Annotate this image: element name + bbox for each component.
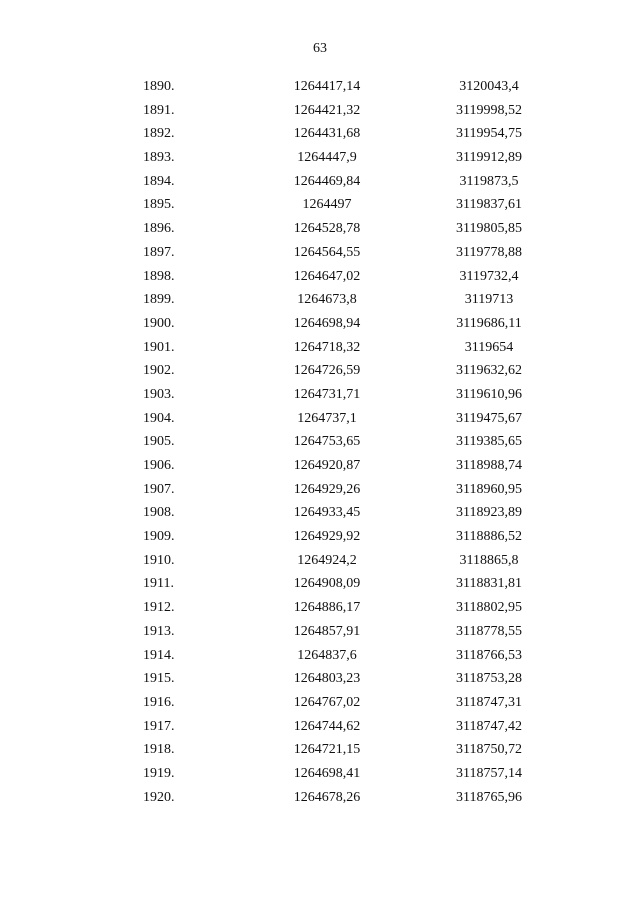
y-coordinate: 3119632,62 <box>456 363 522 379</box>
point-number: 1901. <box>143 339 175 355</box>
table-row <box>0 75 640 99</box>
y-coordinate: 3119912,89 <box>456 150 522 166</box>
x-coordinate: 1264886,17 <box>293 600 361 616</box>
y-coordinate: 3118778,55 <box>456 623 522 639</box>
point-number: 1916. <box>143 694 175 710</box>
table-row <box>0 454 640 478</box>
x-coordinate: 1264726,59 <box>293 363 361 379</box>
x-coordinate: 1264431,68 <box>293 126 361 142</box>
table-row <box>0 122 640 146</box>
table-row <box>0 265 640 289</box>
y-coordinate: 3119732,4 <box>459 268 519 284</box>
x-coordinate: 1264528,78 <box>293 221 361 237</box>
point-number: 1903. <box>143 386 175 402</box>
x-coordinate: 1264417,14 <box>293 79 361 94</box>
table-row <box>0 407 640 431</box>
table-row <box>0 478 640 502</box>
x-coordinate: 1264933,45 <box>293 505 361 521</box>
point-number: 1896. <box>143 221 175 237</box>
x-coordinate: 1264698,94 <box>293 315 361 331</box>
point-number: 1893. <box>143 150 175 166</box>
table-row <box>0 146 640 170</box>
point-number: 1915. <box>143 671 175 687</box>
y-coordinate: 3118831,81 <box>456 576 522 592</box>
x-coordinate: 1264837,6 <box>297 647 357 663</box>
y-coordinate: 3119385,65 <box>456 434 522 450</box>
point-number: 1897. <box>143 244 175 260</box>
y-coordinate: 3118960,95 <box>456 481 522 497</box>
x-coordinate: 1264753,65 <box>293 434 361 450</box>
x-coordinate: 1264447,9 <box>297 150 357 166</box>
y-coordinate: 3119610,96 <box>456 386 522 402</box>
table-row <box>0 667 640 691</box>
y-coordinate: 3118766,53 <box>456 647 522 663</box>
x-coordinate: 1264803,23 <box>293 671 361 687</box>
table-row <box>0 786 640 810</box>
y-coordinate: 3118765,96 <box>456 789 522 805</box>
coordinates-table <box>0 75 640 809</box>
table-row <box>0 430 640 454</box>
y-coordinate: 3118753,28 <box>456 671 522 687</box>
table-row <box>0 715 640 739</box>
x-coordinate: 1264678,26 <box>293 789 361 805</box>
point-number: 1910. <box>143 552 175 568</box>
table-row <box>0 288 640 312</box>
table-row <box>0 99 640 123</box>
x-coordinate: 1264647,02 <box>293 268 361 284</box>
point-number: 1913. <box>143 623 175 639</box>
table-row <box>0 383 640 407</box>
table-row <box>0 596 640 620</box>
x-coordinate: 1264924,2 <box>297 552 357 568</box>
point-number: 1894. <box>143 173 175 189</box>
y-coordinate: 3119686,11 <box>456 315 522 331</box>
point-number: 1892. <box>143 126 175 142</box>
x-coordinate: 1264718,32 <box>293 339 361 355</box>
point-number: 1904. <box>143 410 175 426</box>
table-row <box>0 359 640 383</box>
x-coordinate: 1264721,15 <box>293 742 361 758</box>
y-coordinate: 3118865,8 <box>459 552 519 568</box>
table-row <box>0 170 640 194</box>
x-coordinate: 1264920,87 <box>293 458 361 473</box>
table-row <box>0 241 640 265</box>
y-coordinate: 3119954,75 <box>456 126 522 142</box>
point-number: 1905. <box>143 434 175 450</box>
x-coordinate: 1264469,84 <box>293 173 361 189</box>
point-number: 1895. <box>143 197 175 213</box>
table-row <box>0 501 640 525</box>
y-coordinate: 3118757,14 <box>456 765 522 781</box>
point-number: 1906. <box>143 458 175 473</box>
table-row <box>0 549 640 573</box>
x-coordinate: 1264731,71 <box>293 386 361 402</box>
table-row <box>0 525 640 549</box>
x-coordinate: 1264767,02 <box>293 694 361 710</box>
point-number: 1920. <box>143 789 175 805</box>
y-coordinate: 3119778,88 <box>456 244 522 260</box>
table-row <box>0 644 640 668</box>
x-coordinate: 1264744,62 <box>293 718 361 734</box>
y-coordinate: 3118886,52 <box>456 529 522 545</box>
point-number: 1902. <box>143 363 175 379</box>
y-coordinate: 3119654 <box>464 339 514 355</box>
point-number: 1907. <box>143 481 175 497</box>
y-coordinate: 3118747,42 <box>456 718 522 734</box>
table-row <box>0 217 640 241</box>
point-number: 1890. <box>143 79 175 94</box>
point-number: 1917. <box>143 718 175 734</box>
table-row <box>0 193 640 217</box>
y-coordinate: 3118988,74 <box>456 458 522 473</box>
point-number: 1919. <box>143 765 175 781</box>
table-row <box>0 738 640 762</box>
point-number: 1918. <box>143 742 175 758</box>
point-number: 1909. <box>143 529 175 545</box>
table-row <box>0 620 640 644</box>
table-row <box>0 572 640 596</box>
page-number: 63 <box>313 41 327 56</box>
table-row <box>0 691 640 715</box>
y-coordinate: 3118923,89 <box>456 505 522 521</box>
point-number: 1912. <box>143 600 175 616</box>
y-coordinate: 3119998,52 <box>456 102 522 118</box>
y-coordinate: 3118747,31 <box>456 694 522 710</box>
point-number: 1908. <box>143 505 175 521</box>
table-row <box>0 336 640 360</box>
table-row <box>0 762 640 786</box>
x-coordinate: 1264673,8 <box>297 292 357 308</box>
y-coordinate: 3119837,61 <box>456 197 522 213</box>
x-coordinate: 1264497 <box>302 197 352 213</box>
table-row <box>0 312 640 336</box>
point-number: 1899. <box>143 292 175 308</box>
x-coordinate: 1264421,32 <box>293 102 361 118</box>
x-coordinate: 1264564,55 <box>293 244 361 260</box>
y-coordinate: 3119873,5 <box>459 173 519 189</box>
point-number: 1914. <box>143 647 175 663</box>
point-number: 1911. <box>143 576 174 592</box>
y-coordinate: 3118750,72 <box>456 742 522 758</box>
y-coordinate: 3119713 <box>464 292 514 308</box>
x-coordinate: 1264857,91 <box>293 623 361 639</box>
y-coordinate: 3119805,85 <box>456 221 522 237</box>
x-coordinate: 1264737,1 <box>297 410 357 426</box>
y-coordinate: 3119475,67 <box>456 410 522 426</box>
x-coordinate: 1264929,92 <box>293 529 361 545</box>
point-number: 1898. <box>143 268 175 284</box>
y-coordinate: 3118802,95 <box>456 600 522 616</box>
point-number: 1900. <box>143 315 175 331</box>
x-coordinate: 1264698,41 <box>293 765 361 781</box>
y-coordinate: 3120043,4 <box>459 79 519 94</box>
point-number: 1891. <box>143 102 175 118</box>
x-coordinate: 1264908,09 <box>293 576 361 592</box>
x-coordinate: 1264929,26 <box>293 481 361 497</box>
